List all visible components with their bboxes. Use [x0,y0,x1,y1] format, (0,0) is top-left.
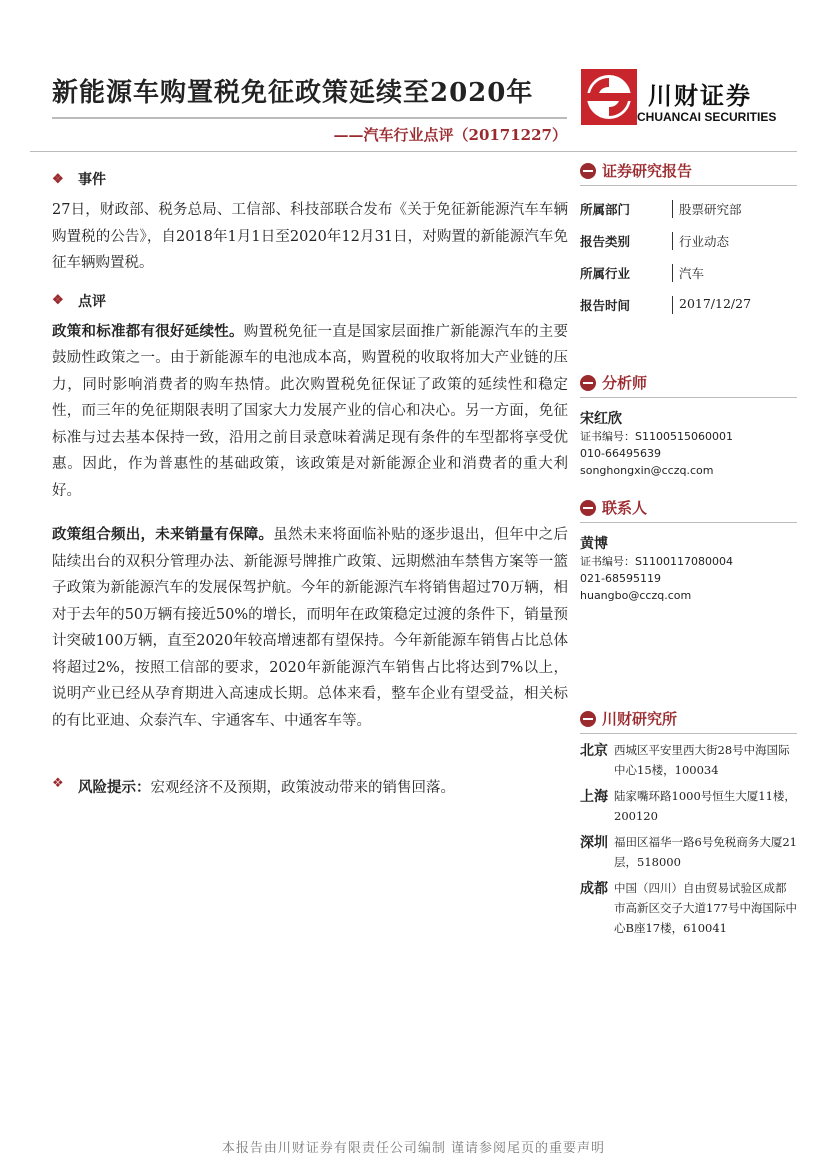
office-address: 中国（四川）自由贸易试验区成都市高新区交子大道177号中海国际中心B座17楼，610041 [614,881,797,935]
office-city: 成都 [580,881,608,897]
p1-body: 购置税免征一直是国家层面推广新能源汽车的主要鼓励性政策之一。由于新能源车的电池成本高，购置税的收取将加大产业链的压力，同时影响消费者的购车热情。此次购置税免征保证了政策的延续性和稳定性，而三年的免征期限表明了国家大力发展产业的信心和决心。另一方面，免征标准与过去基本保持一致，沿用之前目录意味着满足现有条件的车型都将享受优惠。因此，作为普惠性的基础政策，该政策是对新能源企业和消费者的重大利好。 [52,323,568,499]
analyst-phone: 010-66495639 [580,447,661,460]
office-entry [580,786,797,826]
analyst-heading: 分析师 [580,372,797,398]
contact-heading: 联系人 [580,497,797,523]
info-row [580,264,797,282]
comment-heading [52,291,568,311]
report-subtitle: ——汽车行业点评（20171227） [333,126,567,144]
bullet-diamond-icon: ❖ [52,776,64,791]
office-address: 西城区平安里西大街28号中海国际中心15楼，100034 [614,743,790,777]
info-row [580,232,797,250]
section-marker-icon [580,375,596,391]
chuancai-logo-icon [580,68,638,126]
info-value: 2017/12/27 [672,296,751,314]
office-city: 上海 [580,789,608,805]
office-entry [580,740,797,780]
bullet-diamond-icon: ❖ [52,293,64,308]
report-type-heading: 证券研究报告 [580,160,797,186]
contact-phone: 021-68595119 [580,572,661,585]
event-heading-label: 事件 [78,172,106,188]
analyst-name: 宋红欣 [580,411,622,427]
event-heading [52,169,568,189]
page-footer: 本报告由川财证券有限责任公司编制 谨请参阅尾页的重要声明 [221,1141,606,1156]
risk-text: 宏观经济不及预期，政策波动带来的销售回落。 [150,780,455,796]
info-row [580,296,797,314]
company-logo [580,68,780,128]
bullet-diamond-icon: ❖ [52,171,64,187]
risk-label: 风险提示： [78,779,151,796]
contact-name: 黄博 [580,536,608,552]
logo-english-name: CHUANCAI SECURITIES [637,110,777,124]
event-paragraph: 27日，财政部、税务总局、工信部、科技部联合发布《关于免征新能源汽车车辆购置税的公告》，自2018年1月1日至2020年12月31日，对购置的新能源汽车免征车辆购置税。 [52,202,568,271]
info-value: 行业动态 [672,232,729,250]
office-city: 北京 [580,743,608,759]
contact-cert: 证书编号：S1100117080004 [580,555,733,568]
contact-card [580,533,797,604]
office-entry [580,832,797,872]
analyst-email[interactable]: songhongxin@cczq.com [580,464,714,477]
info-value: 汽车 [672,264,704,282]
risk-notice [52,776,568,797]
analyst-cert: 证书编号：S1100515060001 [580,430,733,443]
title-divider [52,117,567,119]
contact-email[interactable]: huangbo@cczq.com [580,589,692,602]
p2-lead: 政策组合频出，未来销量有保障。 [52,526,274,543]
p2-body: 虽然未来将面临补贴的逐步退出，但年中之后陆续出台的双积分管理办法、新能源号牌推广政策、远期燃油车禁售方案等一篮子政策为新能源汽车的发展保驾护航。今年的新能源汽车将销售超过70万辆，相对于去年的50万辆有接近50%的增长，而明年在政策稳定过渡的条件下，销量预计突破100万辆，直至2020年较高增速都有望保持。今年新能源车销售占比总体将超过2%，按照工信部的要求，2020年新能源汽车销售占比将达到7%以上，说明产业已经从孕育期进入高速成长期。总体来看，整车企业有望受益，相关标的有比亚迪、众泰汽车、宇通客车、中通客车等。 [52,527,568,729]
section-marker-icon [580,711,596,727]
info-label: 报告类别 [580,234,631,249]
section-marker-icon [580,500,596,516]
report-title: 新能源车购置税免征政策延续至2020年 [52,78,534,108]
logo-chinese-name: 川财证券 [648,82,752,110]
comment-paragraph-1 [52,319,568,505]
info-label: 所属行业 [580,266,631,281]
info-label: 报告时间 [580,298,631,313]
sidebar [580,160,797,938]
analyst-card [580,408,797,479]
office-city: 深圳 [580,835,608,851]
institute-heading: 川财研究所 [580,708,797,734]
comment-heading-label: 点评 [78,293,106,310]
office-address: 福田区福华一路6号免税商务大厦21层，518000 [614,835,797,869]
section-marker-icon [580,163,596,179]
comment-paragraph-2 [52,522,568,734]
info-value: 股票研究部 [672,200,742,218]
info-label: 所属部门 [580,202,631,217]
main-content [52,165,568,797]
info-row [580,200,797,218]
office-address: 陆家嘴环路1000号恒生大厦11楼，200120 [614,789,796,823]
p1-lead: 政策和标准都有很好延续性。 [52,322,244,340]
header-divider [30,151,797,152]
office-entry [580,878,797,938]
